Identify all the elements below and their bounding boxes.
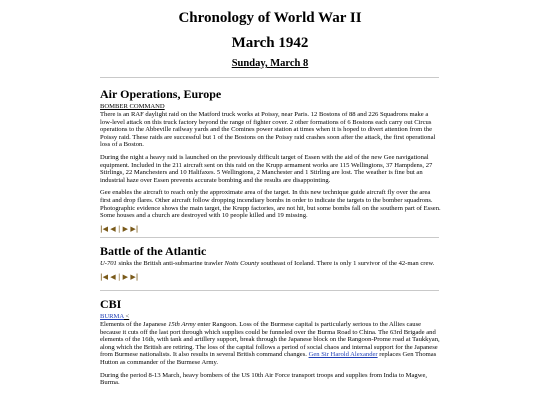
last-page-icon[interactable]: ▶|: [130, 225, 139, 234]
subsection-bomber-command: BOMBER COMMAND: [100, 103, 165, 110]
first-page-icon[interactable]: |◀: [100, 225, 108, 234]
paragraph: Elements of the Japanese 15th Army enter Rangoon. Loss of the Burmese capital is particularly serious to the Allies cause because it cuts off the last port through which supplies could be funneled over the Burma Road to China. The 63rd Brigade and elements of the 16th, with tank and artillery support, break through the Japanese block on the Rangoon-Prome road at Taukkyan, along which the British are retiring. The loss of the capital follows a period of social chaos and internal support for the Japanese from Burmese nationalists. It also results in several British command changes. Gen Sir Harold Alexander replaces Gen Thomas Hutton as commander of the Burmese Army.: [100, 321, 440, 366]
u-boat-name: U-701: [100, 260, 117, 267]
page-title: Chronology of World War II: [178, 10, 362, 26]
divider: [100, 77, 439, 78]
section-heading: Battle of the Atlantic: [100, 244, 207, 258]
section-heading: Air Operations, Europe: [100, 87, 222, 101]
nav-bar: [100, 273, 442, 282]
alexander-link[interactable]: Gen Sir Harold Alexander: [308, 351, 378, 359]
subsection-burma: BURMA <: [100, 313, 130, 320]
ship-name: Notts County: [224, 260, 260, 267]
army-name: 15th Army: [168, 321, 196, 328]
divider: [100, 290, 439, 291]
nav-separator: |: [118, 225, 121, 234]
paragraph: During the period 8-13 March, heavy bombers of the US 10th Air Force transport troops and supplies from India to Magwe, Burma.: [100, 371, 428, 387]
next-page-icon[interactable]: ▶: [122, 225, 129, 234]
paragraph: Gee enables the aircraft to reach only the approximate area of the target. In this new technique guide aircraft fly over the area first and drop flares. Other aircraft follow dropping incendiary bombs in order to indicate the targets to the bomber squadrons. Photographic evidence shows the main target, the Krupp factories, are not hit, but some bombs fall on the southern part of Essen. Some houses and a church are destroyed with 10 people killed and 19 missing.: [100, 189, 441, 220]
last-page-icon[interactable]: ▶|: [130, 273, 139, 282]
paragraph: There is an RAF daylight raid on the Matford truck works at Poissy, near Paris. 12 Bostons of 88 and 226 Squadrons make a low-level attack on this truck factory beyond the range of fighter cover. 2 other formations of 6 Bostons each carry out Circus operations to the Abbeville railway yards and the Comines power station at times when it is hoped to divert attention from the Poissy raid. These raids are successful but 1 of the Bostons on the Poissy raid crashes soon after the attack, the first operational loss of a Boston.: [100, 111, 436, 149]
section-heading: CBI: [100, 297, 122, 311]
burma-link[interactable]: BURMA: [100, 313, 124, 320]
first-page-icon[interactable]: |◀: [100, 273, 108, 282]
section-cbi: [100, 297, 442, 392]
section-air-operations: [100, 87, 442, 234]
prev-page-icon[interactable]: ◀: [110, 225, 116, 234]
paragraph: U-701 sinks the British anti-submarine trawler Notts County southeast of Iceland. There is only 1 survivor of the 42-man crew.: [100, 260, 435, 267]
paragraph: During the night a heavy raid is launched on the previously difficult target of Essen with the aid of the new Gee navigational equipment. Included in the 211 aircraft sent on this raid on the Krupp armament works are 115 Wellingtons, 37 Hampdens, 27 Stirlings, 22 Manchesters and 10 Halifaxes. 5 Wellingtons, 2 Manchester and 1 Stirling are lost. The weather is fine but an industrial haze over Essen prevents accurate bombing and the results are disappointing.: [100, 153, 433, 184]
divider: [100, 237, 439, 238]
next-page-icon[interactable]: ▶: [122, 273, 129, 282]
nav-bar: [100, 225, 442, 234]
month-title: March 1942: [231, 35, 309, 51]
date-heading: Sunday, March 8: [231, 58, 309, 69]
nav-separator: |: [118, 273, 121, 282]
section-battle-of-atlantic: [100, 244, 442, 282]
prev-page-icon[interactable]: ◀: [110, 273, 116, 282]
